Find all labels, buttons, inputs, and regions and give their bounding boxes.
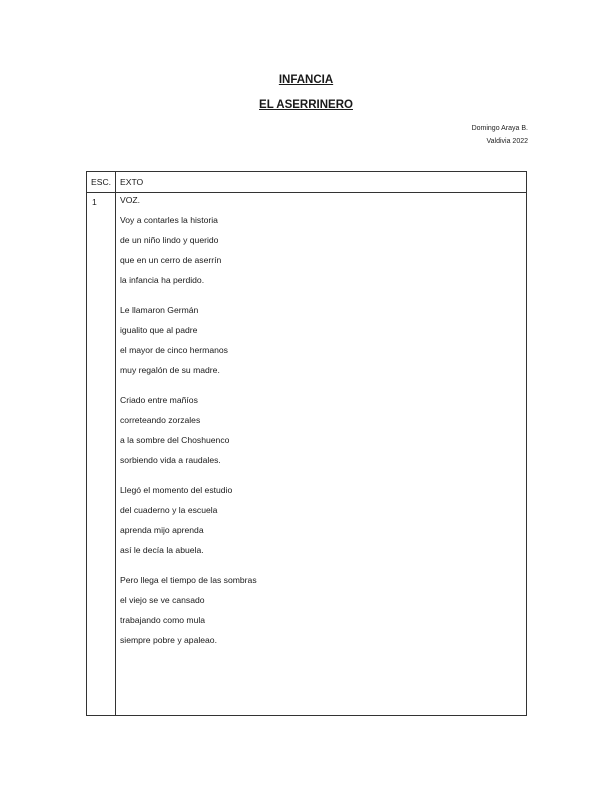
header-text: EXTO [120, 177, 144, 187]
verse-line: que en un cerro de aserrín [120, 255, 222, 265]
verse-line: así le decía la abuela. [120, 545, 204, 555]
verse-line: a la sombre del Choshuenco [120, 435, 230, 445]
verse-line: muy regalón de su madre. [120, 365, 220, 375]
verse-line: igualito que al padre [120, 325, 198, 335]
verse-line: la infancia ha perdido. [120, 275, 205, 285]
column-divider [115, 172, 116, 715]
table-header-row [87, 172, 526, 193]
verse-line: sorbiendo vida a raudales. [120, 455, 221, 465]
verse-line: Pero llega el tiempo de las sombras [120, 575, 257, 585]
document-title: INFANCIA [278, 74, 334, 86]
verse-line: aprenda mijo aprenda [120, 525, 204, 535]
verse-block [120, 195, 522, 665]
verse-line: trabajando como mula [120, 615, 206, 625]
verse-line: Voy a contarles la historia [120, 215, 218, 225]
verse-line: siempre pobre y apaleao. [120, 635, 217, 645]
verse-line: Llegó el momento del estudio [120, 485, 233, 495]
verse-line: de un niño lindo y querido [120, 235, 219, 245]
stanza-5 [120, 575, 522, 645]
verse-line: correteando zorzales [120, 415, 201, 425]
script-table [86, 171, 527, 716]
author-name: Domingo Araya B. [471, 125, 528, 132]
stanza-2 [120, 305, 522, 375]
scene-number: 1 [92, 197, 97, 207]
verse-line: el viejo se ve cansado [120, 595, 205, 605]
stanza-4 [120, 485, 522, 555]
header-scene: ESC. [91, 177, 112, 187]
stanza-3 [120, 395, 522, 465]
document-subtitle: EL ASERRINERO [259, 99, 353, 111]
verse-line: Criado entre mañíos [120, 395, 198, 405]
verse-line: del cuaderno y la escuela [120, 505, 218, 515]
stanza-1 [120, 215, 522, 285]
place-and-year: Valdivia 2022 [486, 138, 528, 145]
speaker-label: VOZ. [120, 195, 141, 205]
verse-line: Le llamaron Germán [120, 305, 199, 315]
verse-line: el mayor de cinco hermanos [120, 345, 228, 355]
